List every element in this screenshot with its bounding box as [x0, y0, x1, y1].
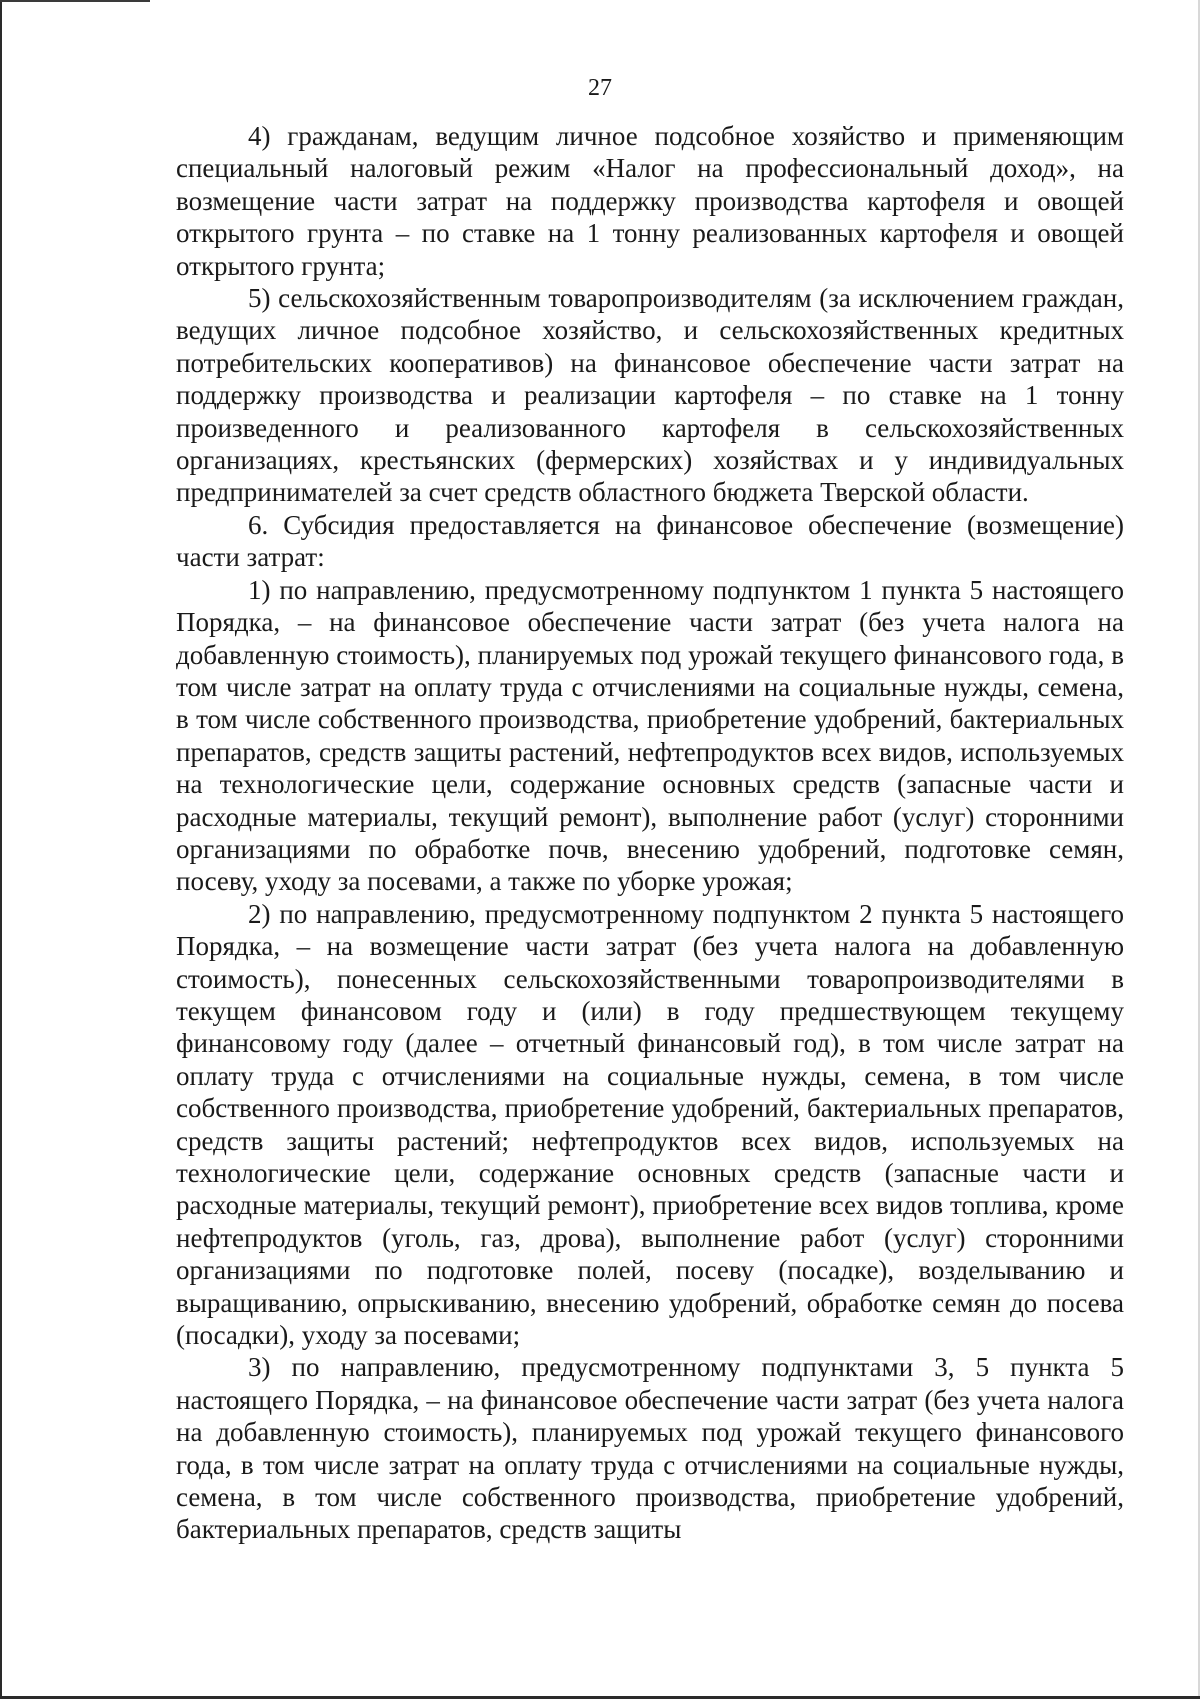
paragraph-subitem-3: 3) по направлению, предусмотренному подпунктами 3, 5 пункта 5 настоящего Порядка, – на финансовое обеспечение части затрат (без учета налога на добавленную стоимость), планируемых под урожай текущего финансового года, в том числе затрат на оплату труда с отчислениями на социальные нужды, семена, в том числе собственного производства, приобретение удобрений, бактериальных препаратов, средств защиты: [176, 1352, 1124, 1545]
scan-edge-top: [0, 0, 150, 2]
scan-edge-left: [0, 0, 2, 1699]
paragraph-subitem-1: 1) по направлению, предусмотренному подпунктом 1 пункта 5 настоящего Порядка, – на финансовое обеспечение части затрат (без учета налога на добавленную стоимость), планируемых под урожай текущего финансового года, в том числе затрат на оплату труда с отчислениями на социальные нужды, семена, в том числе собственного производства, приобретение удобрений, бактериальных препаратов, средств защиты растений, нефтепродуктов всех видов, используемых на технологические цели, содержание основных средств (запасные части и расходные материалы, текущий ремонт), выполнение работ (услуг) сторонними организациями по обработке почв, внесению удобрений, подготовке семян, посеву, уходу за посевами, а также по уборке урожая;: [176, 574, 1124, 897]
paragraph-item-5: 5) сельскохозяйственным товаропроизводителям (за исключением граждан, ведущих личное подсобное хозяйство, и сельскохозяйственных кредитных потребительских кооперативов) на финансовое обеспечение части затрат на поддержку производства и реализации картофеля – по ставке на 1 тонну произведенного и реализованного картофеля в сельскохозяйственных организациях, крестьянских (фермерских) хозяйствах и у индивидуальных предпринимателей за счет средств областного бюджета Тверской области.: [176, 283, 1124, 508]
paragraph-clause-6: 6. Субсидия предоставляется на финансовое обеспечение (возмещение) части затрат:: [176, 509, 1124, 573]
paragraph-subitem-2: 2) по направлению, предусмотренному подпунктом 2 пункта 5 настоящего Порядка, – на возмещение части затрат (без учета налога на добавленную стоимость), понесенных сельскохозяйственными товаропроизводителями в текущем финансовом году и (или) в году предшествующем текущему финансовому году (далее – отчетный финансовый год), в том числе затрат на оплату труда с отчислениями на социальные нужды, семена, в том числе собственного производства, приобретение удобрений, бактериальных препаратов, средств защиты растений; нефтепродуктов всех видов, используемых на технологические цели, содержание основных средств (запасные части и расходные материалы, текущий ремонт), приобретение всех видов топлива, кроме нефтепродуктов (уголь, газ, дрова), выполнение работ (услуг) сторонними организациями по подготовке полей, посеву (посадке), возделыванию и выращиванию, опрыскиванию, внесению удобрений, обработке семян до посева (посадки), уходу за посевами;: [176, 898, 1124, 1351]
page-number: 27: [588, 75, 612, 101]
paragraph-item-4: 4) гражданам, ведущим личное подсобное хозяйство и применяющим специальный налоговый режим «Налог на профессиональный доход», на возмещение части затрат на поддержку производства картофеля и овощей открытого грунта – по ставке на 1 тонну реализованных картофеля и овощей открытого грунта;: [176, 121, 1124, 281]
document-body: [176, 120, 1124, 1546]
